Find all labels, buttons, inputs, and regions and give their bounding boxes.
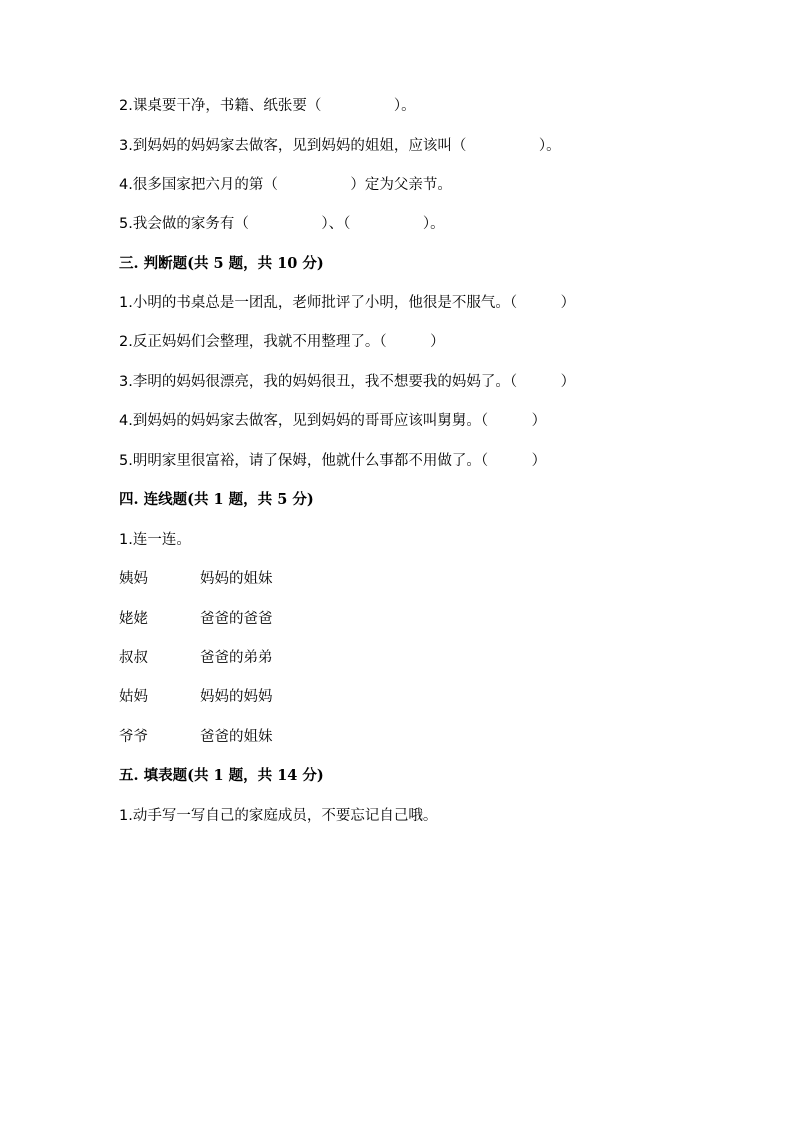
judge-question-4: 4.到妈妈的妈妈家去做客，见到妈妈的哥哥应该叫舅舅。（ ） <box>119 413 547 429</box>
table-fill-question: 1.动手写一写自己的家庭成员，不要忘记自己哦。 <box>119 808 438 824</box>
fill-blank-question-2: 2.课桌要干净，书籍、纸张要（ ）。 <box>119 98 416 114</box>
judge-question-2: 2.反正妈妈们会整理，我就不用整理了。（ ） <box>119 334 445 350</box>
matching-question: 1.连一连。 <box>119 532 191 548</box>
fill-blank-question-3: 3.到妈妈的妈妈家去做客，见到妈妈的姐姐，应该叫（ ）。 <box>119 138 561 154</box>
judge-question-3: 3.李明的妈妈很漂亮，我的妈妈很丑，我不想要我的妈妈了。（ ） <box>119 374 576 390</box>
matching-right-item: 妈妈的妈妈 <box>200 689 273 705</box>
matching-right-item: 爸爸的姐妹 <box>200 729 273 745</box>
matching-right-item: 爸爸的爸爸 <box>200 611 273 627</box>
matching-section-heading: 四. 连线题(共 1 题，共 5 分) <box>119 491 314 508</box>
fill-blank-question-4: 4.很多国家把六月的第（ ）定为父亲节。 <box>119 177 452 193</box>
judge-question-5: 5.明明家里很富裕，请了保姆，他就什么事都不用做了。（ ） <box>119 453 547 469</box>
matching-left-item: 叔叔 <box>119 650 148 666</box>
matching-left-item: 姨妈 <box>119 571 148 587</box>
judge-question-1: 1.小明的书桌总是一团乱，老师批评了小明，他很是不服气。（ ） <box>119 295 576 311</box>
matching-right-item: 爸爸的弟弟 <box>200 650 273 666</box>
matching-left-item: 姥姥 <box>119 611 148 627</box>
matching-right-item: 妈妈的姐妹 <box>200 571 273 587</box>
matching-left-item: 爷爷 <box>119 729 148 745</box>
judge-section-heading: 三. 判断题(共 5 题，共 10 分) <box>119 255 324 272</box>
fill-blank-question-5: 5.我会做的家务有（ ）、（ ）。 <box>119 216 445 232</box>
table-fill-section-heading: 五. 填表题(共 1 题，共 14 分) <box>119 767 324 784</box>
matching-left-item: 姑妈 <box>119 689 148 705</box>
